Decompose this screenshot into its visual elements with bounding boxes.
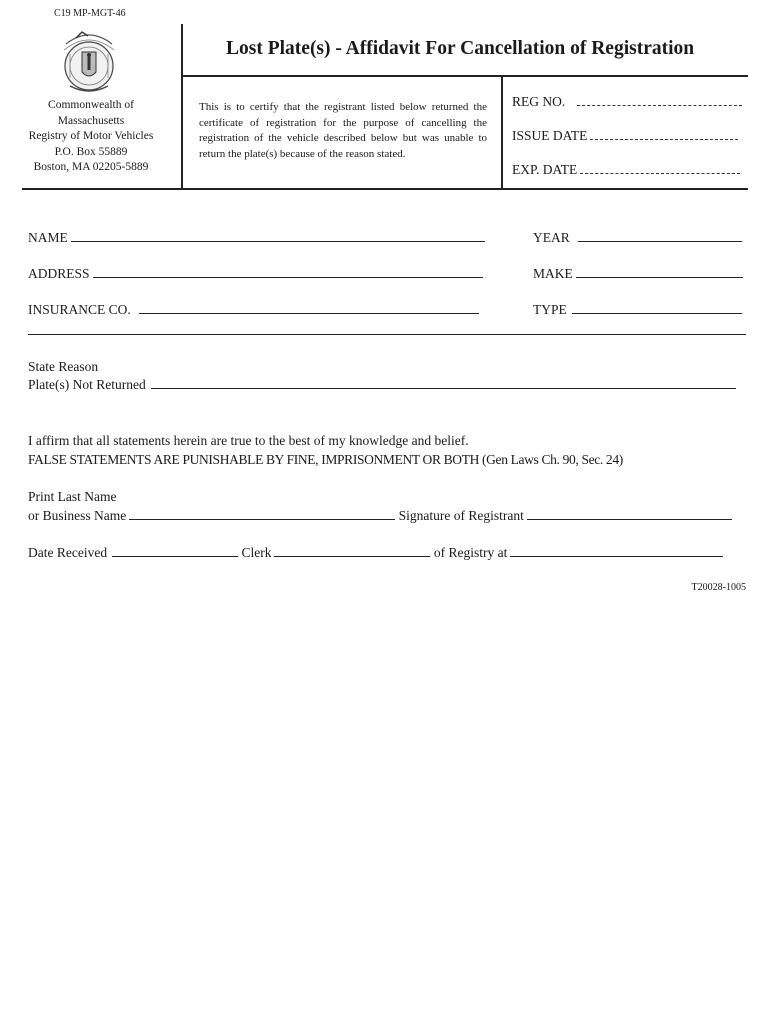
reason-field [28, 377, 736, 393]
registry-input[interactable] [510, 545, 723, 557]
reason-label-line1: State Reason [28, 359, 99, 374]
year-label: YEAR [533, 230, 570, 245]
divider [181, 24, 183, 189]
reg-no-label: REG NO. [512, 94, 566, 109]
reason-label: Plate(s) Not Returned [28, 377, 146, 392]
form-number: T20028-1005 [691, 582, 746, 593]
address-label: ADDRESS [28, 266, 90, 281]
clerk-label: Clerk [241, 545, 272, 560]
issue-date-label: ISSUE DATE [512, 128, 588, 143]
issue-date-field [512, 128, 738, 144]
print-name-label: or Business Name [28, 508, 127, 523]
insurance-field [28, 302, 479, 318]
make-field [533, 266, 743, 282]
date-received-label: Date Received [28, 545, 108, 560]
exp-date-label: EXP. DATE [512, 162, 578, 177]
reg-no-input[interactable] [577, 94, 742, 106]
make-input[interactable] [576, 266, 743, 278]
divider [22, 188, 748, 190]
insurance-input[interactable] [139, 302, 479, 314]
name-field [28, 230, 485, 246]
name-input[interactable] [71, 230, 485, 242]
massachusetts-seal-icon [58, 24, 120, 96]
issue-date-input[interactable] [590, 128, 738, 140]
exp-date-input[interactable] [580, 162, 740, 174]
address-input[interactable] [93, 266, 483, 278]
insurance-label: INSURANCE CO. [28, 302, 131, 317]
agency-address [20, 98, 162, 176]
type-field [533, 302, 742, 318]
signature-input[interactable] [527, 508, 732, 520]
form-code: C19 MP-MGT-46 [54, 8, 126, 19]
divider [181, 75, 748, 77]
date-received-input[interactable] [112, 545, 238, 557]
agency-line: Boston, MA 02205-5889 [33, 161, 149, 173]
registry-label: of Registry at [433, 545, 508, 560]
affirmation-statement: I affirm that all statements herein are true to the best of my knowledge and belief. [28, 433, 469, 448]
penalty-warning: FALSE STATEMENTS ARE PUNISHABLE BY FINE, IMPRISONMENT OR BOTH (Gen Laws Ch. 90, Sec. 24) [28, 452, 623, 467]
reg-no-field [512, 94, 742, 110]
name-label: NAME [28, 230, 68, 245]
signature-label: Signature of Registrant [398, 508, 524, 523]
office-use-row [28, 545, 723, 561]
print-name-input[interactable] [129, 508, 395, 520]
certification-text: This is to certify that the registrant listed below returned the certificate of registration for the purpose of cancelling the registration of the vehicle described below but was unable to return the plate(s) because of the reason stated. [199, 101, 487, 161]
print-name-label-line1: Print Last Name [28, 489, 117, 504]
print-name-field [28, 508, 732, 524]
agency-line: P.O. Box 55889 [54, 145, 128, 158]
year-field [533, 230, 742, 246]
year-input[interactable] [578, 230, 742, 242]
agency-line: Massachusetts [57, 114, 125, 127]
agency-line: Commonwealth of [48, 99, 134, 111]
clerk-input[interactable] [274, 545, 430, 557]
extra-line-input[interactable] [28, 334, 746, 335]
page-title: Lost Plate(s) - Affidavit For Cancellation of Registration [226, 38, 695, 59]
reason-input[interactable] [151, 377, 736, 389]
make-label: MAKE [533, 266, 573, 281]
divider [501, 75, 503, 189]
agency-line: Registry of Motor Vehicles [28, 130, 154, 142]
type-label: TYPE [533, 302, 567, 317]
exp-date-field [512, 162, 740, 178]
type-input[interactable] [572, 302, 742, 314]
address-field [28, 266, 483, 282]
